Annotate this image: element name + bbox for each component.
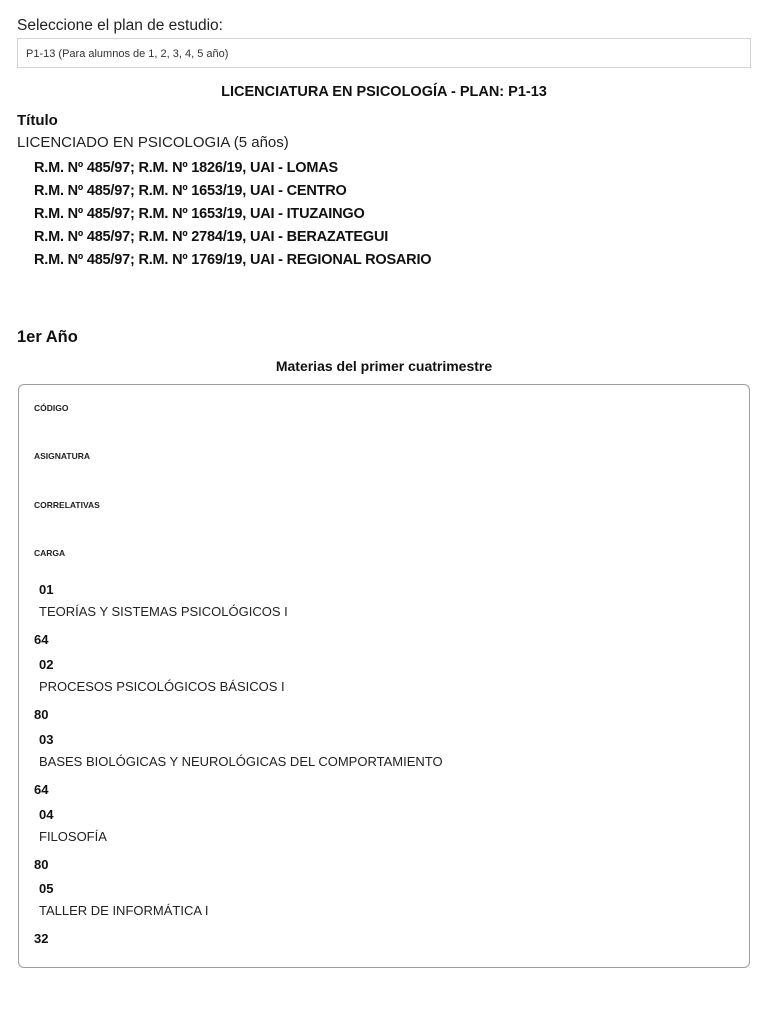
subject-load: 64 <box>34 782 49 797</box>
subject-load: 32 <box>34 931 49 946</box>
subject-code: 01 <box>39 582 54 597</box>
subject-load: 80 <box>34 857 49 872</box>
table-row <box>19 732 749 807</box>
career-title: LICENCIATURA EN PSICOLOGÍA - PLAN: P1-13 <box>221 84 547 100</box>
resolution-item: R.M. Nº 485/97; R.M. Nº 1769/19, UAI - REGIONAL ROSARIO <box>34 252 432 268</box>
subject-name: BASES BIOLÓGICAS Y NEUROLÓGICAS DEL COMPORTAMIENTO <box>39 754 443 769</box>
resolutions-list <box>34 157 431 272</box>
subjects-table <box>18 384 750 968</box>
plan-selector-label: Seleccione el plan de estudio: <box>17 17 223 34</box>
subject-name: FILOSOFÍA <box>39 829 107 844</box>
resolution-item: R.M. Nº 485/97; R.M. Nº 1653/19, UAI - ITUZAINGO <box>34 206 365 222</box>
subject-name: PROCESOS PSICOLÓGICOS BÁSICOS I <box>39 679 285 694</box>
subject-name: TEORÍAS Y SISTEMAS PSICOLÓGICOS I <box>39 604 288 619</box>
titulo-heading: Título <box>17 112 58 129</box>
table-row <box>19 881 749 956</box>
subject-code: 02 <box>39 657 54 672</box>
resolution-item: R.M. Nº 485/97; R.M. Nº 1653/19, UAI - CENTRO <box>34 183 347 199</box>
plan-select[interactable]: P1-13 (Para alumnos de 1, 2, 3, 4, 5 año) <box>17 38 751 68</box>
subject-code: 04 <box>39 807 54 822</box>
degree-name: LICENCIADO EN PSICOLOGIA (5 años) <box>17 134 289 151</box>
resolution-item: R.M. Nº 485/97; R.M. Nº 1826/19, UAI - LOMAS <box>34 160 338 176</box>
column-header-subject: ASIGNATURA <box>34 451 91 461</box>
subject-code: 05 <box>39 881 54 896</box>
subject-load: 64 <box>34 632 49 647</box>
semester-heading: Materias del primer cuatrimestre <box>275 358 493 374</box>
column-header-code: CÓDIGO <box>34 403 69 413</box>
resolution-item: R.M. Nº 485/97; R.M. Nº 2784/19, UAI - BERAZATEGUI <box>34 229 389 245</box>
table-row <box>19 582 749 657</box>
subject-load: 80 <box>34 707 49 722</box>
year-heading: 1er Año <box>17 328 78 346</box>
subject-code: 03 <box>39 732 54 747</box>
column-header-load: CARGA <box>34 548 66 558</box>
table-row <box>19 807 749 882</box>
column-header-prerequisites: CORRELATIVAS <box>34 500 100 510</box>
table-row <box>19 657 749 732</box>
subject-name: TALLER DE INFORMÁTICA I <box>39 903 209 918</box>
